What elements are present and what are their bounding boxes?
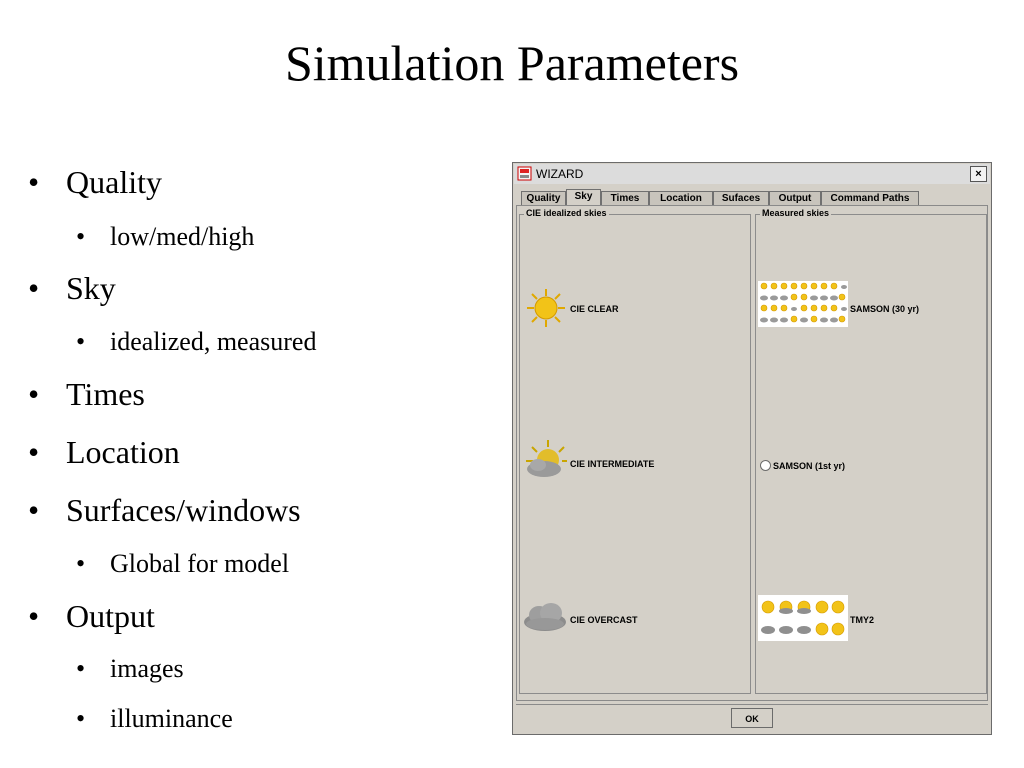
tab-sky[interactable]: Sky: [566, 189, 601, 206]
samson-1st-yr-option[interactable]: SAMSON (1st yr): [773, 461, 846, 471]
slide-title: Simulation Parameters: [284, 35, 740, 91]
tmy2-option[interactable]: TMY2: [850, 615, 875, 625]
bullet-item: • Surfaces/windows: [28, 492, 301, 528]
samson-1st-yr-radio[interactable]: [760, 460, 771, 471]
footer-divider: [516, 704, 988, 705]
tab-surfaces[interactable]: Sufaces: [713, 191, 769, 205]
wizard-window: [512, 162, 992, 735]
cie-skies-group: [519, 208, 751, 694]
tab-command-paths[interactable]: Command Paths: [821, 191, 919, 205]
samson-30yr-option[interactable]: SAMSON (30 yr): [850, 304, 920, 314]
measured-skies-group: [755, 208, 987, 694]
sub-bullet-item: • idealized, measured: [76, 327, 317, 356]
sub-bullet-item: • low/med/high: [76, 222, 255, 251]
bullet-item: • Quality: [28, 164, 162, 200]
clear-sky-icon[interactable]: [526, 288, 566, 328]
bullet-item: • Location: [28, 434, 180, 470]
wizard-titlebar[interactable]: [514, 164, 990, 184]
tab-times[interactable]: Times: [601, 191, 649, 205]
tab-output[interactable]: Output: [769, 191, 821, 205]
overcast-sky-icon[interactable]: [522, 598, 568, 634]
cie-overcast-option[interactable]: CIE OVERCAST: [570, 615, 638, 625]
cie-skies-label: CIE idealized skies: [526, 208, 607, 218]
weather-grid-icon[interactable]: [758, 281, 848, 327]
app-icon: [517, 166, 532, 181]
cie-clear-option[interactable]: CIE CLEAR: [570, 304, 619, 314]
intermediate-sky-icon[interactable]: [524, 439, 568, 481]
close-icon: ×: [975, 168, 982, 180]
bullet-item: • Times: [28, 376, 145, 412]
tab-location[interactable]: Location: [649, 191, 713, 205]
sub-bullet-item: • illuminance: [76, 704, 233, 733]
close-button[interactable]: [970, 166, 987, 182]
bullet-item: • Sky: [28, 270, 116, 306]
sky-tab-panel: [516, 205, 988, 701]
wizard-title: WIZARD: [536, 167, 584, 181]
cie-intermediate-option[interactable]: CIE INTERMEDIATE: [570, 459, 655, 469]
sub-bullet-item: • Global for model: [76, 549, 290, 578]
bullet-item: • Output: [28, 598, 155, 634]
sub-bullet-item: • images: [76, 654, 184, 683]
tmy2-weather-grid-icon[interactable]: [758, 595, 848, 641]
measured-skies-label: Measured skies: [762, 208, 830, 218]
ok-button[interactable]: OK: [731, 708, 773, 728]
tab-quality[interactable]: Quality: [521, 191, 566, 205]
